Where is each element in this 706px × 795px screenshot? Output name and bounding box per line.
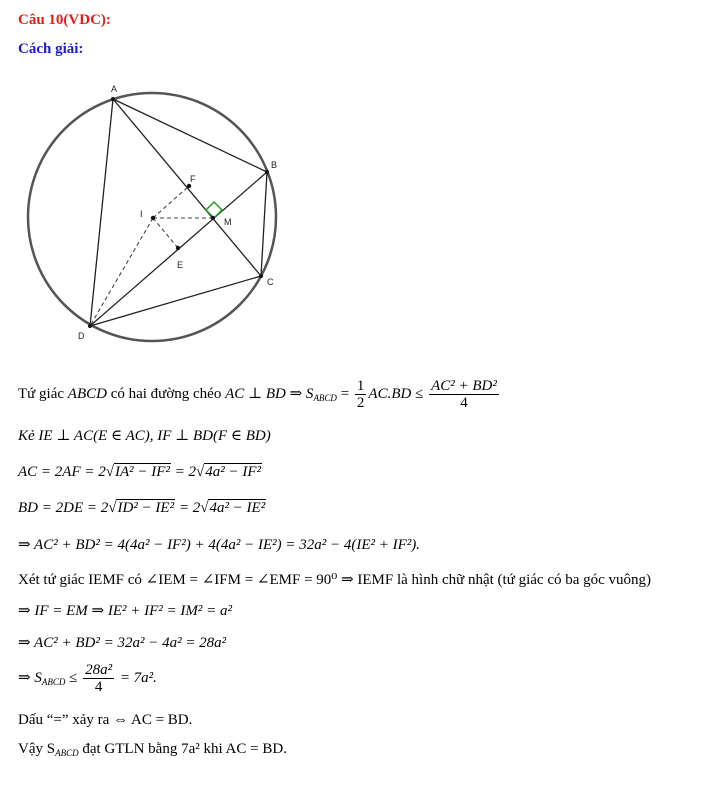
- label-D: D: [78, 331, 85, 341]
- label-F: F: [190, 174, 196, 184]
- solution-label: Cách giải:: [18, 41, 84, 57]
- label-A: A: [111, 84, 118, 94]
- fraction-28a2-over-4: $\frac{\text{28a²}}{4}$: [85, 662, 113, 695]
- line-rectangle: Xét tứ giác IEMF có ∠IEM = ∠IFM = ∠EMF = 90⁰ ⇒ IEMF là hình chữ nhật (tứ giác có ba góc vuông): [18, 572, 652, 588]
- label-I: I: [140, 209, 143, 219]
- geometry-figure: [22, 78, 292, 353]
- question-title: Câu 10(VDC):: [18, 12, 111, 28]
- fraction-half: $\frac{1}{2}$: [356, 378, 365, 411]
- line-area-inequality: Tứ giác ABCD có hai đường chéo AC ⊥ BD ⇒ $S_{ABCD}$ = $\frac{1}{2}$ AC.BD ≤ $\frac{\text{AC² + BD²}}{4}$: [18, 378, 497, 411]
- segment-IF: [153, 186, 189, 218]
- line-construction: Kẻ IE ⊥ AC(E ∈ AC), IF ⊥ BD(F ∈ BD): [18, 428, 271, 444]
- line-sum-squares: ⇒ AC² + BD² = 4(4a² − IF²) + 4(4a² − IE²) = 32a² − 4(IE² + IF²).: [18, 537, 421, 553]
- label-B: B: [271, 160, 278, 170]
- line-ac-length: AC = 2AF = 2√IA² − IF² = 2√4a² − IF²: [18, 464, 262, 480]
- line-bd-length: BD = 2DE = 2√ID² − IE² = 2√4a² − IE²: [18, 500, 266, 516]
- label-C: C: [267, 277, 274, 287]
- label-M: M: [224, 217, 232, 227]
- label-E: E: [177, 260, 184, 270]
- segment-BC: [261, 172, 267, 276]
- segment-CD: [90, 276, 261, 326]
- line-area-bound: ⇒ $S_{ABCD}$ ≤ $\frac{\text{28a²}}{4}$ = 7a².: [18, 662, 157, 695]
- line-sum-28: ⇒ AC² + BD² = 32a² − 4a² = 28a²: [18, 635, 227, 651]
- right-angle-mark: [206, 202, 222, 218]
- segment-IE: [153, 218, 178, 248]
- fraction-sum-squares: $\frac{\text{AC² + BD²}}{4}$: [431, 378, 497, 411]
- line-if-em: ⇒ IF = EM ⇒ IE² + IF² = IM² = a²: [18, 603, 232, 619]
- line-conclusion: Vậy $S_{ABCD}$ đạt GTLN bằng 7a² khi AC = BD.: [18, 741, 287, 758]
- line-equality-condition: Dấu “=” xảy ra ⇔ AC = BD.: [18, 712, 193, 728]
